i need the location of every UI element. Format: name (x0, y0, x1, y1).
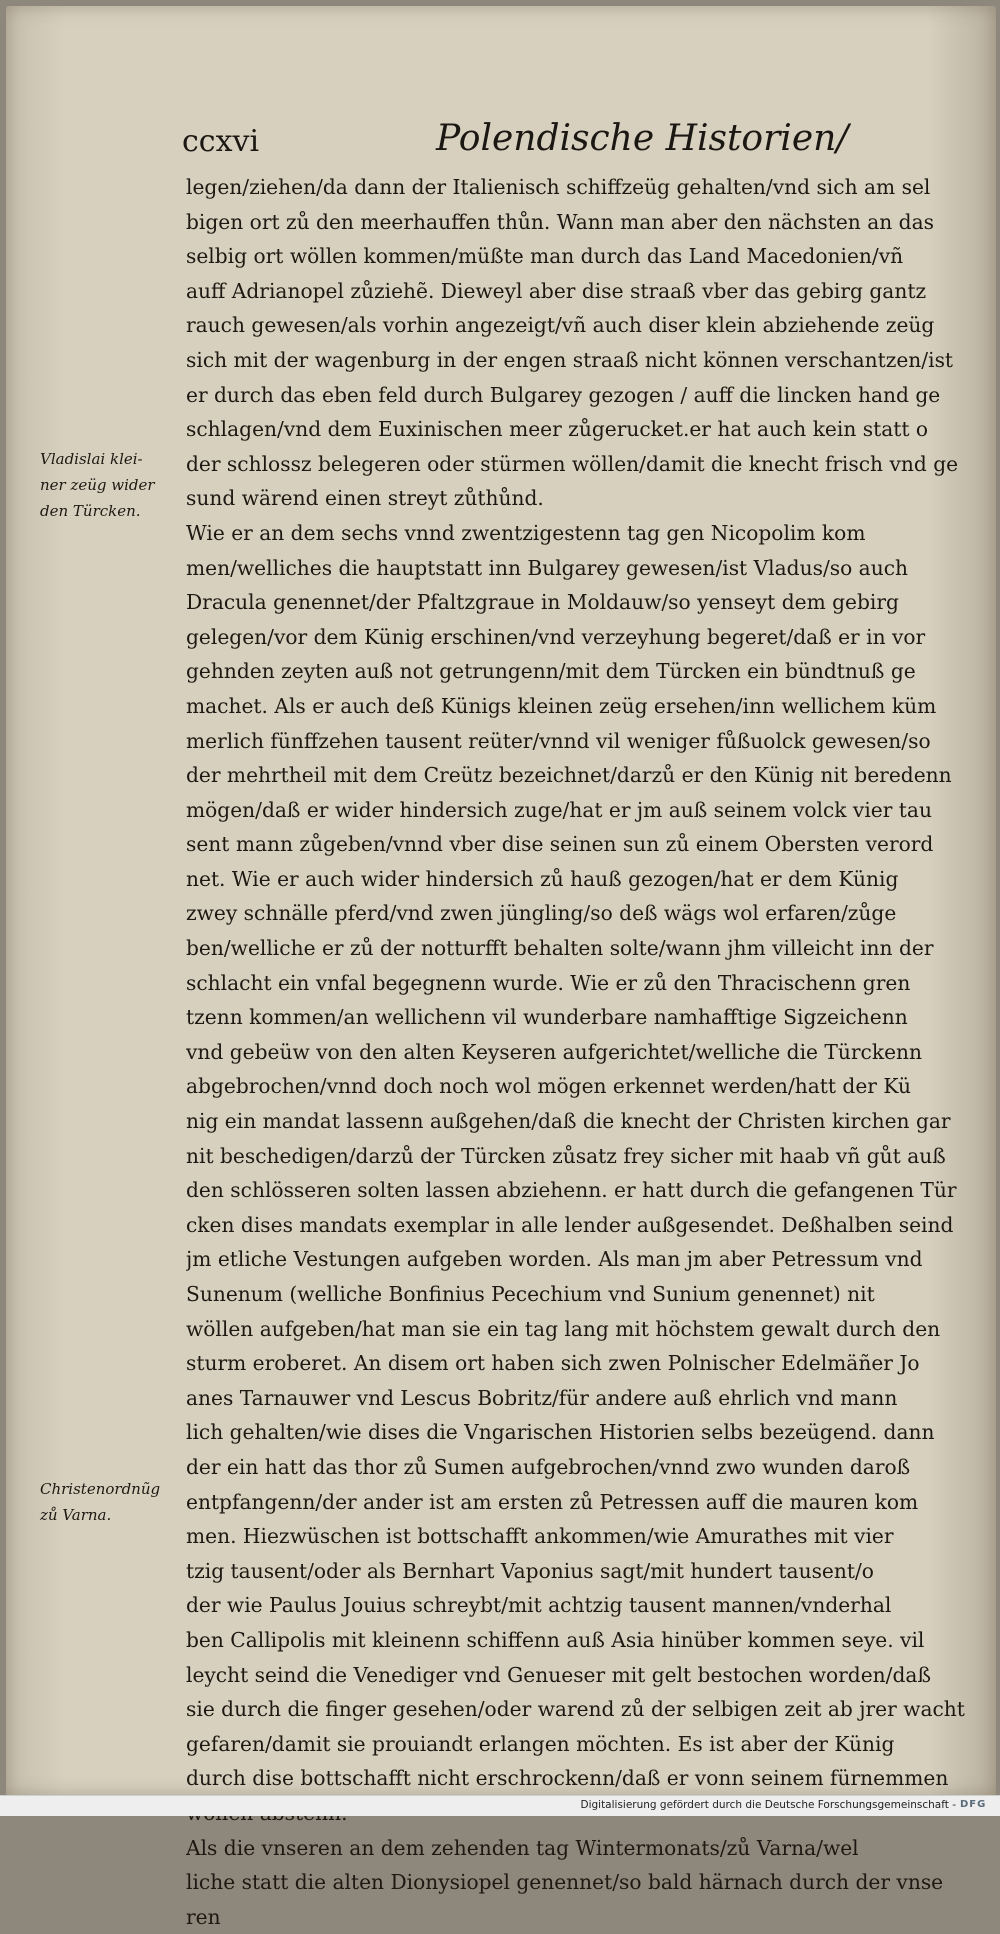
text-line: sent mann zůgeben/vnnd vber dise seinen sun zů einem Obersten verord (186, 832, 934, 857)
text-line: gehnden zeyten auß not getrungenn/mit dem Türcken ein bündtnuß ge (186, 659, 916, 684)
margin-note-line: Vladislai klei- (40, 450, 143, 468)
text-line: er durch das eben feld durch Bulgarey gezogen / auff die lincken hand ge (186, 382, 941, 407)
margin-note-line: Christenordnũg (40, 1480, 161, 1498)
digitization-footer (0, 1795, 1000, 1816)
text-line: leycht seind die Venediger vnd Genueser mit gelt bestochen worden/daß (186, 1662, 931, 1687)
text-line: mögen/daß er wider hindersich zuge/hat er jm auß seinem volck vier tau (186, 797, 932, 822)
text-line: ben Callipolis mit kleinenn schiffenn auß Asia hinüber kommen seye. vil (186, 1627, 925, 1652)
text-line: liche statt die alten Dionysiopel genennet/so bald härnach durch der vnse (186, 1870, 944, 1895)
margin-note-line: zů Varna. (40, 1506, 112, 1524)
text-line: men. Hiezwüschen ist bottschafft ankommen/wie Amurathes mit vier (186, 1524, 894, 1549)
text-line: schlacht ein vnfal begegnenn wurde. Wie er zů den Thracischenn gren (186, 970, 911, 995)
text-line: lich gehalten/wie dises die Vngarischen Historien selbs bezeügend. dann (186, 1420, 935, 1445)
text-line: machet. Als er auch deß Künigs kleinen zeüg ersehen/inn wellichem küm (186, 693, 937, 718)
text-line: durch dise bottschafft nicht erschrockenn/daß er vonn seinem fürnemmen (186, 1766, 949, 1791)
text-line: sie durch die finger gesehen/oder warend zů der selbigen zeit ab jrer wacht (186, 1697, 965, 1722)
text-line: sturm eroberet. An disem ort haben sich zwen Polnischer Edelmäñer Jo (186, 1351, 920, 1376)
text-line: Sunenum (welliche Bonfinius Pecechium vnd Sunium genennet) nit (186, 1282, 875, 1306)
text-line: Dracula genennet/der Pfaltzgraue in Moldauw/so yenseyt dem gebirg (186, 590, 899, 615)
text-line: cken dises mandats exemplar in alle lender außgesendet. Deßhalben seind (186, 1212, 954, 1237)
text-line: nit beschedigen/darzů der Türcken zůsatz frey sicher mit haab vñ gůt auß (186, 1143, 946, 1168)
text-line: Als die vnseren an dem zehenden tag Wintermonats/zů Varna/wel (186, 1835, 859, 1860)
margin-note-varna (40, 1476, 170, 1528)
text-line: sund wärend einen streyt zůthůnd. (186, 486, 544, 511)
margin-note-line: den Türcken. (40, 502, 141, 520)
funding-credit: Digitalisierung gefördert durch die Deutsche Forschungsgemeinschaft - (580, 1799, 956, 1811)
text-line: Wie er an dem sechs vnnd zwentzigestenn tag gen Nicopolim kom (186, 520, 866, 545)
text-line: nig ein mandat lassenn außgehen/daß die knecht der Christen kirchen gar (186, 1109, 951, 1134)
text-line: anes Tarnauwer vnd Lescus Bobritz/für andere auß ehrlich vnd mann (186, 1385, 898, 1410)
text-line: zwey schnälle pferd/vnd zwen jüngling/so deß wägs wol erfaren/zůge (186, 901, 897, 926)
text-line: der mehrtheil mit dem Creütz bezeichnet/darzů er den Künig nit beredenn (186, 763, 952, 788)
text-line: selbig ort wöllen kommen/müßte man durch das Land Macedonien/vñ (186, 244, 904, 269)
text-line: vnd gebeüw von den alten Keyseren aufgerichtet/welliche die Türckenn (186, 1039, 923, 1064)
running-title: Polendische Historien/ (436, 118, 849, 159)
text-line: ren (186, 1904, 221, 1929)
text-line: tzenn kommen/an wellichenn vil wunderbare namhafftige Sigzeichenn (186, 1005, 908, 1030)
folio-number: ccxvi (182, 124, 260, 159)
text-line: abgebrochen/vnnd doch noch wol mögen erkennet werden/hatt der Kü (186, 1074, 911, 1099)
text-line: gefaren/damit sie prouiandt erlangen möchten. Es ist aber der Künig (186, 1731, 895, 1756)
margin-note-vladislai (40, 446, 170, 524)
text-line: jm etliche Vestungen aufgeben worden. Als man jm aber Petressum vnd (186, 1247, 923, 1272)
text-line: men/welliches die hauptstatt inn Bulgarey gewesen/ist Vladus/so auch (186, 555, 909, 580)
text-line: der wie Paulus Jouius schreybt/mit achtzig tausent mannen/vnderhal (186, 1593, 892, 1618)
text-line: merlich fünffzehen tausent reüter/vnnd vil weniger fůßuolck gewesen/so (186, 728, 931, 753)
text-line: auff Adrianopel zůziehẽ. Dieweyl aber dise straaß vber das gebirg gantz (186, 278, 927, 303)
text-line: tzig tausent/oder als Bernhart Vaponius sagt/mit hundert tausent/o (186, 1558, 874, 1583)
text-line: der schlossz belegeren oder stürmen wöllen/damit die knecht frisch vnd ge (186, 451, 959, 476)
text-line: der ein hatt das thor zů Sumen aufgebrochen/vnnd zwo wunden daroß (186, 1454, 911, 1479)
text-line: bigen ort zů den meerhauffen thůn. Wann man aber den nächsten an das (186, 209, 934, 234)
text-line: gelegen/vor dem Künig erschinen/vnd verzeyhung begeret/daß er in vor (186, 624, 926, 649)
text-line: schlagen/vnd dem Euxinischen meer zůgerucket.er hat auch kein statt o (186, 417, 929, 442)
dfg-logo: DFG (960, 1799, 987, 1810)
text-line: net. Wie er auch wider hindersich zů hauß gezogen/hat er dem Künig (186, 866, 899, 891)
text-line: entpfangenn/der ander ist am ersten zů Petressen auff die mauren kom (186, 1489, 919, 1514)
body-text (186, 170, 978, 1934)
text-line: legen/ziehen/da dann der Italienisch schiffzeüg gehalten/vnd sich am sel (186, 175, 931, 199)
text-line: den schlösseren solten lassen abziehenn. er hatt durch die gefangenen Tür (186, 1178, 957, 1203)
text-line: wöllen aufgeben/hat man sie ein tag lang mit höchstem gewalt durch den (186, 1316, 941, 1341)
text-line: rauch gewesen/als vorhin angezeigt/vñ auch diser klein abziehende zeüg (186, 313, 935, 338)
margin-note-line: ner zeüg wider (40, 476, 155, 494)
text-line: ben/welliche er zů der notturfft behalten solte/wann jhm villeicht inn der (186, 936, 934, 961)
text-line: sich mit der wagenburg in der engen straaß nicht können verschantzen/ist (186, 347, 954, 372)
page-header (6, 118, 996, 166)
